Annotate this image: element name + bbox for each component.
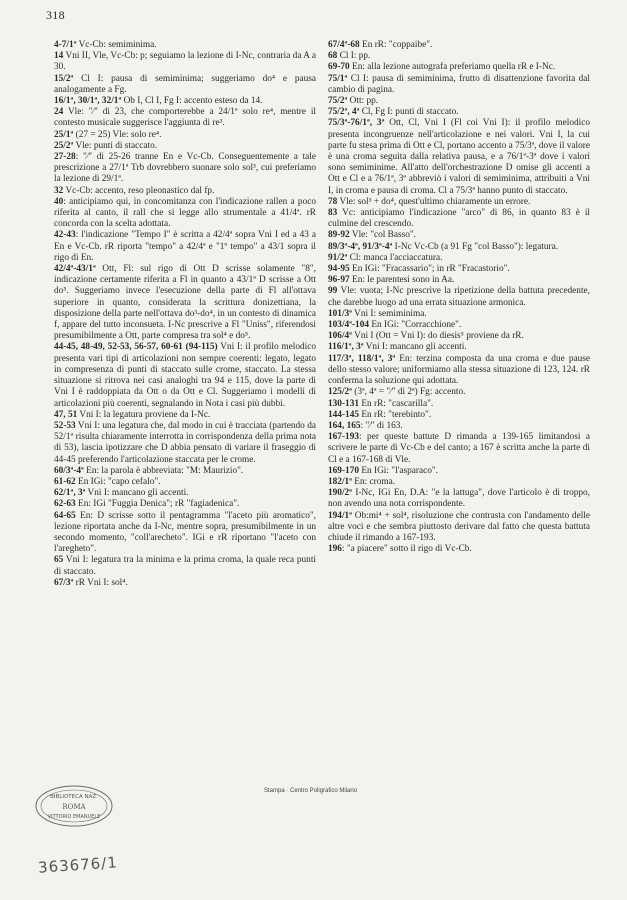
note-text: Vni I: il profilo melodico presenta vari tipi di articolazioni non sempre coerenti: legato, legato in compresenza di punti di staccato sulle crome, staccato. La stessa situazione si ritrova nei casi analoghi tra 94 e 115, dove la parte di Vni I è raddoppiata da Ott o da Ott e Cl. Suggeriamo i modelli di articolazioni più coerenti, segnalando in Nota i casi più dubbi.	[54, 342, 316, 409]
note-entry	[328, 107, 590, 118]
note-entry	[54, 488, 316, 499]
library-stamp	[34, 784, 114, 828]
note-entry	[54, 74, 316, 96]
note-text: Vc: anticipiamo l'indicazione "arco" di 86, in quanto 83 è il culmine del crescendo.	[328, 208, 590, 230]
note-text: Cl I: pausa di semiminima; suggeriamo do⁴ e pausa analogamente a Fg.	[54, 73, 316, 95]
note-text: En: D scrisse sotto il pentagramma "l'aceto più aromatico", lezione riportata anche da I-Nc, mentre sopra, presumibilmente in un secondo momento, "coll'arecheto". IGi e rR riportano "l'aceto con l'aregheto".	[54, 510, 316, 555]
note-bar-reference: 14	[54, 51, 64, 62]
note-bar-reference: 25/1ª	[54, 129, 74, 140]
note-entry	[54, 499, 316, 510]
note-bar-reference: 62-63	[54, 499, 76, 510]
note-text: Vni II, Vle, Vc-Cb: p; seguiamo la lezione di I-Nc, contraria da A a 30.	[54, 51, 316, 73]
note-bar-reference: 24	[54, 107, 64, 118]
note-bar-reference: 182/1ª	[328, 476, 352, 487]
note-text: Vc-Cb: semiminima.	[76, 40, 157, 50]
stamp-line-middle: ROMA	[62, 803, 86, 811]
note-bar-reference: 61-62	[54, 476, 76, 487]
note-bar-reference: 68	[328, 51, 338, 62]
note-bar-reference: 75/2ª	[328, 96, 348, 107]
note-bar-reference: 60/3ª-4ª	[54, 465, 84, 476]
note-text: : "a piacere" sotto il rigo di Vc-Cb.	[341, 544, 472, 555]
note-bar-reference: 75/3ª-76/1ª, 3ª	[328, 118, 385, 129]
note-text: Vle: sol³ + do⁴, quest'ultimo chiaramente un errore.	[337, 196, 531, 207]
note-entry	[54, 186, 316, 197]
note-text: En rR: "coppaibe".	[359, 40, 433, 50]
note-entry	[54, 264, 316, 342]
inventory-number: 363676/1	[37, 853, 119, 877]
note-entry	[54, 230, 316, 264]
note-text: Vle: "col Basso".	[349, 230, 416, 241]
note-entry	[328, 320, 590, 331]
note-bar-reference: 27-28	[54, 152, 76, 163]
note-text: : l'indicazione "Tempo I" è scritta a 42/4ª sopra Vni I ed a 43 a En e Vc-Cb. rR riporta "tempo" a 42/4ª e "1º tempo" a 43/1 sopra il rigo di En.	[54, 230, 316, 263]
note-bar-reference: 196	[328, 544, 342, 555]
note-bar-reference: 69-70	[328, 62, 350, 73]
note-text: En: le parentesi sono in Aa.	[349, 275, 455, 286]
note-text: En rR: "cascarilla".	[359, 398, 434, 409]
note-bar-reference: 15/2ª	[54, 73, 74, 84]
note-entry	[54, 107, 316, 129]
note-text: Vni I: mancano gli accenti.	[363, 342, 467, 353]
stamp-line-top: BIBLIOTECA NAZ.	[50, 794, 98, 800]
note-entry	[328, 242, 590, 253]
note-bar-reference: 52-53	[54, 420, 76, 431]
note-bar-reference: 96-97	[328, 275, 350, 286]
note-entry	[54, 410, 316, 421]
note-text: Vni I (Ott = Vni I): do diesis⁵ proviene da rR.	[351, 331, 524, 342]
note-text: Vle: punti di staccato.	[73, 140, 158, 151]
note-entry	[54, 477, 316, 488]
note-text: En IGi: "capo cefalo".	[75, 476, 161, 487]
note-entry	[328, 275, 590, 286]
note-entry	[328, 399, 590, 410]
note-text: En IGi: "Corracchione".	[369, 320, 462, 331]
note-text: : anticipiamo qui, in concomitanza con l'indicazione rallen a poco riferita al canto, il rall che si legge allo strumentale a 41/4ª. rR concorda con la scelta adottata.	[54, 196, 316, 230]
note-text: Vle: "⁄" di 23, che comporterebbe a 24/1ª solo re⁴, mentre il contesto musicale suggerisce l'aggiunta di re³.	[54, 107, 316, 129]
note-bar-reference: 44-45, 48-49, 52-53, 56-57, 60-61 (94-115)	[54, 342, 218, 353]
note-text: Cl I: pp.	[337, 51, 371, 62]
note-entry	[54, 466, 316, 477]
note-entry	[54, 96, 316, 107]
note-entry	[328, 544, 590, 555]
note-bar-reference: 89-92	[328, 230, 350, 241]
note-bar-reference: 125/2ª	[328, 387, 352, 398]
note-bar-reference: 64-65	[54, 510, 76, 521]
note-bar-reference: 91/2ª	[328, 252, 348, 263]
note-text: En: terzina composta da una croma e due pause dello stesso valore; uniformiamo alla stessa situazione di 123, 124. rR conferma la soluzione qui adottata.	[328, 353, 590, 387]
note-text: Vni I: legatura tra la minima e la prima croma, la quale reca punti di staccato.	[54, 555, 316, 577]
note-entry	[54, 555, 316, 577]
note-entry	[54, 578, 316, 589]
note-text: : "⁄" di 25-26 tranne En e Vc-Cb. Conseguentemente a tale prescrizione a 27/1ª Trb dovrebbero suonare solo sol³, cui preferiamo la lezione di 29/1ª.	[54, 152, 316, 185]
note-entry	[54, 421, 316, 466]
note-entry	[54, 197, 316, 231]
notes-column-left	[54, 40, 316, 589]
note-entry	[54, 141, 316, 152]
note-text: Ott, Fl: sul rigo di Ott D scrisse solamente "8", indicazione certamente riferita a Fl in quanto a 43/1ª D scrisse a Ott do⁵. Suggeriamo invece l'esecuzione della parte di Fl all'ottava superiore in quanto, considerata la scrittura donizettiana, la disposizione della parte nell'ottava do³-do⁴, in un contesto di dinamica f, appare del tutto inconsueta. I-Nc prescrive a Fl "Uniss", riferendosi presumibilmente a Ott, parte compresa tra sol⁴ e do⁵.	[54, 264, 316, 342]
note-bar-reference: 62/1ª, 3ª	[54, 488, 86, 499]
note-entry	[328, 466, 590, 477]
note-bar-reference: 32	[54, 185, 64, 196]
note-entry	[54, 152, 316, 186]
note-bar-reference: 116/1ª, 3ª	[328, 342, 364, 353]
note-text: : per queste battute D rimanda a 139-165 limitandosi a scrivere le parte di Vc-Cb e del canto; a 167 è scritta anche la parte di Cl e a 167-168 di Vle.	[328, 432, 590, 465]
note-bar-reference: 144-145	[328, 409, 359, 420]
note-bar-reference: 75/2ª, 4ª	[328, 107, 360, 118]
note-entry	[328, 197, 590, 208]
note-text: I-Nc Vc-Cb (a 91 Fg "col Basso"): legatura.	[392, 241, 559, 252]
note-bar-reference: 16/1ª, 30/1ª, 32/1ª	[54, 96, 122, 107]
note-text: Cl, Fg I: punti di staccato.	[359, 107, 459, 118]
note-text: En IGi: "Fracassario"; in rR "Fracastorio".	[349, 264, 510, 275]
note-entry	[328, 264, 590, 275]
note-text: En: croma.	[351, 476, 396, 487]
note-bar-reference: 130-131	[328, 398, 359, 409]
note-bar-reference: 42/4ª-43/1ª	[54, 264, 96, 275]
note-text: En: IGi "Fuggia Denica"; rR "fagiadenica".	[75, 499, 240, 510]
note-bar-reference: 167-193	[328, 432, 359, 443]
notes-column-right	[328, 40, 590, 555]
note-entry	[54, 130, 316, 141]
note-text: Ott: pp.	[347, 96, 379, 107]
note-bar-reference: 83	[328, 208, 338, 219]
note-text: En IGi: "l'asparaco".	[359, 465, 438, 476]
note-entry	[328, 51, 590, 62]
note-bar-reference: 164, 165	[328, 420, 361, 431]
note-text: (3ª, 4ª = "⁄" di 2ª) Fg: accento.	[351, 387, 466, 398]
note-entry	[328, 40, 590, 51]
note-entry	[328, 410, 590, 421]
note-text: Vni I: la legatura proviene da I-Nc.	[77, 409, 211, 420]
note-entry	[54, 51, 316, 73]
note-entry	[328, 118, 590, 196]
note-entry	[328, 488, 590, 510]
note-text: En rR: "terebinto".	[359, 409, 432, 420]
note-bar-reference: 4-7/1ª	[54, 40, 77, 50]
note-text: Cl: manca l'acciaccatura.	[347, 252, 443, 263]
note-entry	[328, 286, 590, 308]
note-entry	[328, 309, 590, 320]
note-bar-reference: 67/3ª	[54, 577, 74, 588]
note-bar-reference: 25/2ª	[54, 140, 74, 151]
note-entry	[328, 253, 590, 264]
note-entry	[328, 387, 590, 398]
printer-credit: Stampa · Centro Poligrafico Milano	[264, 788, 358, 794]
note-text: Vni I: una legatura che, dal modo in cui è tracciata (partendo da 52/1ª risulta chiaramente interrotta in corrispondenza della prima nota di 53), lascia ipotizzare che D abbia pensato di variare il fraseggio di 44-45 preferendo l'articolazione staccata per le crome.	[54, 420, 316, 465]
note-text: Vni I: semiminima.	[351, 308, 427, 319]
note-bar-reference: 65	[54, 555, 64, 566]
note-text: (27 = 25) Vle: solo re⁴.	[73, 129, 162, 140]
note-entry	[54, 40, 316, 51]
note-entry	[328, 342, 590, 353]
note-text: Vc-Cb: accento, reso pleonastico dal fp.	[63, 185, 215, 196]
note-text: Vni I: mancano gli accenti.	[85, 488, 189, 499]
note-text: : "⁄" di 163.	[360, 420, 403, 431]
note-bar-reference: 75/1ª	[328, 73, 348, 84]
note-text: Ob:mi⁴ + sol⁴, risoluzione che contrasta con l'andamento delle altre voci e che sembra piuttosto derivare dal fatto che questa battuta chiude il rimando a 167-193.	[328, 510, 590, 543]
note-bar-reference: 101/3ª	[328, 308, 352, 319]
note-text: Cl I: pausa di semiminima, frutto di disattenzione favorita dal cambio di pagina.	[328, 73, 590, 95]
note-bar-reference: 42-43	[54, 230, 76, 241]
note-text: En: alla lezione autografa preferiamo quella rR e I-Nc.	[349, 62, 556, 73]
note-entry	[328, 421, 590, 432]
note-bar-reference: 47, 51	[54, 409, 78, 420]
note-bar-reference: 89/3ª-4ª, 91/3ª-4ª	[328, 241, 393, 252]
note-entry	[328, 230, 590, 241]
note-bar-reference: 169-170	[328, 465, 359, 476]
note-bar-reference: 40	[54, 196, 64, 207]
note-text: En: la parola è abbreviata: "M: Maurizio".	[83, 465, 244, 476]
note-text: Ob I, Cl I, Fg I: accento esteso da 14.	[121, 96, 263, 107]
note-text: Vle: vuota; I-Nc prescrive la ripetizione della battuta precedente, che darebbe luogo ad una errata situazione armonica.	[328, 286, 590, 308]
note-bar-reference: 190/2ª	[328, 488, 352, 499]
note-bar-reference: 194/1ª	[328, 510, 352, 521]
note-entry	[54, 342, 316, 409]
note-entry	[328, 62, 590, 73]
note-entry	[328, 432, 590, 466]
note-bar-reference: 103/4ª-104	[328, 320, 370, 331]
note-entry	[328, 354, 590, 388]
note-entry	[328, 477, 590, 488]
note-text: I-Nc, IGi En, D.A: "e la lattuga", dove l'articolo è di troppo, non avendo una nota corrispondente.	[328, 488, 590, 510]
note-text: Ott, Cl, Vni I (Fl coi Vni I): il profilo melodico presenta incongruenze nell'articolazione e nei valori. Vni I, la cui parte fu stesa prima di Ott e Cl, portano accento a 75/3ª, dove il valore è una croma seguita dalla relativa pausa, e a 76/1ª-3ª dove i valori sono semiminime. All'atto dell'orchestrazione D omise gli accenti a Ott e Cl e a 76/1ª, 3ª abbreviò i valori di semiminima, attribuiti a Vni I, in croma e pausa di croma. Cl a 75/3ª hanno punto di staccato.	[328, 118, 591, 196]
note-bar-reference: 106/4ª	[328, 331, 352, 342]
note-entry	[328, 208, 590, 230]
note-entry	[328, 511, 590, 545]
note-entry	[328, 96, 590, 107]
note-bar-reference: 67/4ª-68	[328, 40, 360, 50]
note-bar-reference: 94-95	[328, 264, 350, 275]
note-text: rR Vni I: sol⁴.	[73, 577, 128, 588]
note-bar-reference: 78	[328, 196, 338, 207]
note-bar-reference: 99	[328, 286, 338, 297]
note-bar-reference: 117/3ª, 118/1ª, 3ª	[328, 353, 396, 364]
page-number: 318	[46, 8, 65, 22]
stamp-line-bottom: VITTORIO EMANUELE	[47, 814, 101, 820]
note-entry	[328, 331, 590, 342]
note-entry	[328, 74, 590, 96]
note-entry	[54, 511, 316, 556]
